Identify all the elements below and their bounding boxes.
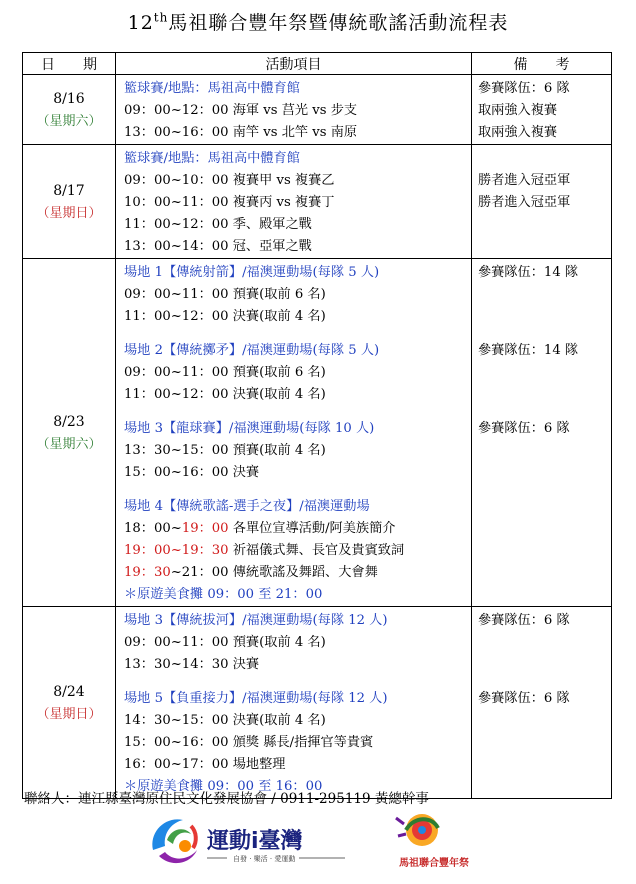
schedule-line: 16：00~17：00 場地整理 xyxy=(124,757,286,772)
schedule-line: 11：00~12：00 決賽(取前 4 名) xyxy=(124,309,326,324)
page-title: 12th馬祖聯合豐年祭暨傳統歌謠活動流程表 xyxy=(127,10,509,34)
table-header-row xyxy=(23,53,612,75)
venue-heading: 場地 4【傳統歌謠-選手之夜】/福澳運動場 xyxy=(124,499,370,514)
header-date: 日 期 xyxy=(23,53,116,75)
schedule-line: 11：00~12：00 決賽(取前 4 名) xyxy=(124,387,326,402)
schedule-line: 18：00~19：00 各單位宣導活動/阿美族簡介 xyxy=(124,521,396,536)
event-heading: 籃球賽/地點：馬祖高中體育館 xyxy=(124,151,300,166)
food-stall-note: ＊原遊美食攤 09：00 至 16：00 xyxy=(124,779,323,794)
venue-heading: 場地 5【負重接力】/福澳運動場(每隊 12 人) xyxy=(124,691,388,706)
header-activity: 活動項目 xyxy=(116,53,472,75)
schedule-line: 13：30~14：30 決賽 xyxy=(124,657,260,672)
svg-text:自發 · 樂活 · 愛運動: 自發 · 樂活 · 愛運動 xyxy=(233,855,296,863)
schedule-table xyxy=(22,52,612,799)
schedule-line: 15：00~16：00 頒獎 縣長/指揮官等貴賓 xyxy=(124,735,374,750)
table-row xyxy=(23,607,612,799)
note-cell: 勝者進入冠亞軍 勝者進入冠亞軍 xyxy=(472,145,612,259)
activity-cell xyxy=(116,75,472,145)
activity-cell xyxy=(116,145,472,259)
schedule-line: 09：00~11：00 預賽(取前 6 名) xyxy=(124,287,326,302)
table-row xyxy=(23,75,612,145)
contact-line: 聯絡人：連江縣臺灣原住民文化發展協會 / 0911-295119 黃總幹事 xyxy=(24,791,429,807)
schedule-line: 19：30~21：00 傳統歌謠及舞蹈、大會舞 xyxy=(124,565,378,580)
activity-cell xyxy=(116,259,472,607)
weekday-label: （星期六） xyxy=(36,113,102,129)
schedule-line: 10：00~11：00 複賽丙 vs 複賽丁 xyxy=(124,195,335,210)
note-cell: 參賽隊伍：6 隊 參賽隊伍：6 隊 xyxy=(472,607,612,799)
venue-heading: 場地 2【傳統擲矛】/福澳運動場(每隊 5 人) xyxy=(124,343,380,358)
schedule-line: 14：30~15：00 決賽(取前 4 名) xyxy=(124,713,326,728)
food-stall-note: ＊原遊美食攤 09：00 至 21：00 xyxy=(124,587,323,602)
table-row xyxy=(23,145,612,259)
schedule-line: 11：00~12：00 季、殿軍之戰 xyxy=(124,217,312,232)
weekday-label: （星期日） xyxy=(36,706,102,722)
schedule-line: 13：00~16：00 南竿 vs 北竿 vs 南原 xyxy=(124,125,358,140)
svg-text:運動i臺灣: 運動i臺灣 xyxy=(207,829,303,854)
schedule-line: 09：00~12：00 海軍 vs 莒光 vs 步支 xyxy=(124,103,358,118)
activity-cell xyxy=(116,607,472,799)
schedule-line: 09：00~11：00 預賽(取前 4 名) xyxy=(124,635,326,650)
date-cell: 8/23 （星期六） xyxy=(23,259,116,607)
event-heading: 籃球賽/地點：馬祖高中體育館 xyxy=(124,81,300,96)
festival-emblem-icon xyxy=(396,814,438,846)
sports-taiwan-logo xyxy=(145,806,360,874)
schedule-line: 15：00~16：00 決賽 xyxy=(124,465,260,480)
note-cell: 參賽隊伍：14 隊 參賽隊伍：14 隊 參賽隊伍：6 隊 xyxy=(472,259,612,607)
swirl-icon xyxy=(152,819,197,863)
schedule-line: 13：00~14：00 冠、亞軍之戰 xyxy=(124,239,312,254)
date-cell: 8/24 （星期日） xyxy=(23,607,116,799)
venue-heading: 場地 1【傳統射箭】/福澳運動場(每隊 5 人) xyxy=(124,265,380,280)
header-note: 備 考 xyxy=(472,53,612,75)
venue-heading: 場地 3【傳統拔河】/福澳運動場(每隊 12 人) xyxy=(124,613,388,628)
svg-text:馬祖聯合豐年祭: 馬祖聯合豐年祭 xyxy=(399,858,469,869)
date-cell: 8/17 （星期日） xyxy=(23,145,116,259)
schedule-line: 09：00~11：00 預賽(取前 6 名) xyxy=(124,365,326,380)
schedule-line: 13：30~15：00 預賽(取前 4 名) xyxy=(124,443,326,458)
table-row xyxy=(23,259,612,607)
weekday-label: （星期六） xyxy=(36,436,102,452)
date-cell: 8/16 （星期六） xyxy=(23,75,116,145)
schedule-line: 19：00~19：30 祈福儀式舞、長官及貴賓致詞 xyxy=(124,543,405,558)
schedule-line: 09：00~10：00 複賽甲 vs 複賽乙 xyxy=(124,173,335,188)
festival-logo xyxy=(384,806,484,874)
note-cell: 參賽隊伍：6 隊 取兩強入複賽 取兩強入複賽 xyxy=(472,75,612,145)
venue-heading: 場地 3【龍球賽】/福澳運動場(每隊 10 人) xyxy=(124,421,375,436)
weekday-label: （星期日） xyxy=(36,205,102,221)
